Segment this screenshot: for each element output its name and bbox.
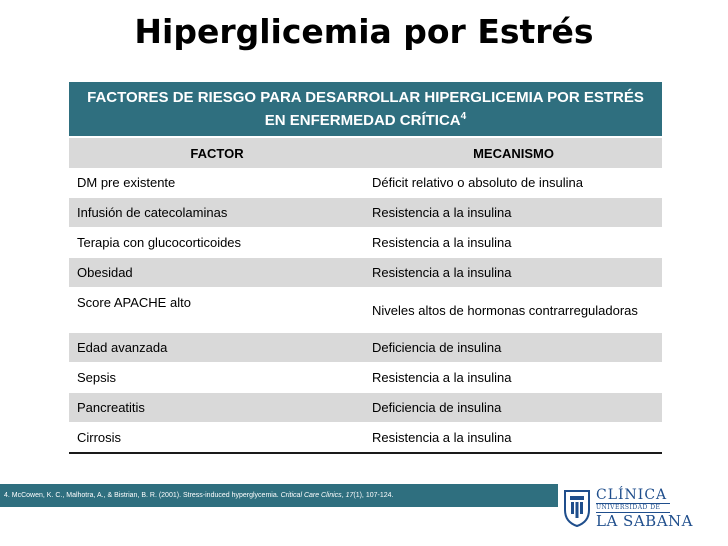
mecanismo-cell: Resistencia a la insulina — [365, 363, 662, 393]
mecanismo-cell: Niveles altos de hormonas contrarreguladoras — [365, 288, 662, 333]
citation-comma: , — [341, 492, 346, 499]
citation-suffix: (1), 107-124. — [353, 492, 394, 499]
university-logo — [558, 482, 728, 534]
factor-cell: Obesidad — [69, 258, 365, 288]
logo-line-clinica: CLÍNICA — [596, 487, 668, 503]
table-row — [69, 393, 662, 423]
table-row — [69, 258, 662, 288]
table-row — [69, 168, 662, 198]
mecanismo-cell: Deficiencia de insulina — [365, 393, 662, 423]
factor-cell: Sepsis — [69, 363, 365, 393]
column-header-mecanismo: MECANISMO — [365, 137, 662, 168]
slide-title: Hiperglicemia por Estrés — [134, 12, 594, 51]
citation-journal: Critical Care Clinics — [280, 492, 342, 499]
mecanismo-cell: Resistencia a la insulina — [365, 258, 662, 288]
table-row — [69, 363, 662, 393]
citation-prefix: 4. McCowen, K. C., Malhotra, A., & Bistrian, B. R. (2001). Stress-induced hyperglycemia. — [4, 492, 281, 499]
logo-line-universidad: UNIVERSIDAD DE — [596, 503, 670, 513]
table-header-footnote: 4 — [460, 111, 467, 122]
mecanismo-cell: Deficiencia de insulina — [365, 333, 662, 363]
logo-line-sabana: LA SABANA — [596, 512, 693, 530]
mecanismo-cell: Resistencia a la insulina — [365, 198, 662, 228]
factor-cell: DM pre existente — [69, 168, 365, 198]
factor-cell: Terapia con glucocorticoides — [69, 228, 365, 258]
table-row — [69, 288, 662, 333]
factor-cell: Edad avanzada — [69, 333, 365, 363]
factor-cell: Infusión de catecolaminas — [69, 198, 365, 228]
table-row — [69, 423, 662, 454]
table-row — [69, 333, 662, 363]
mecanismo-cell: Resistencia a la insulina — [365, 423, 662, 454]
mecanismo-cell: Resistencia a la insulina — [365, 228, 662, 258]
mecanismo-cell: Déficit relativo o absoluto de insulina — [365, 168, 662, 198]
table-row — [69, 198, 662, 228]
factor-cell: Pancreatitis — [69, 393, 365, 423]
citation-volume: 17 — [345, 492, 354, 499]
table-row — [69, 228, 662, 258]
column-header-factor: FACTOR — [69, 137, 365, 168]
table-header — [69, 82, 662, 137]
risk-factors-table — [69, 82, 662, 454]
logo-text — [596, 488, 693, 530]
factor-cell: Score APACHE alto — [69, 288, 365, 333]
crest-icon — [562, 488, 592, 528]
factor-cell: Cirrosis — [69, 423, 365, 454]
table-header-text: FACTORES DE RIESGO PARA DESARROLLAR HIPERGLICEMIA POR ESTRÉS EN ENFERMEDAD CRÍTICA — [87, 89, 644, 129]
